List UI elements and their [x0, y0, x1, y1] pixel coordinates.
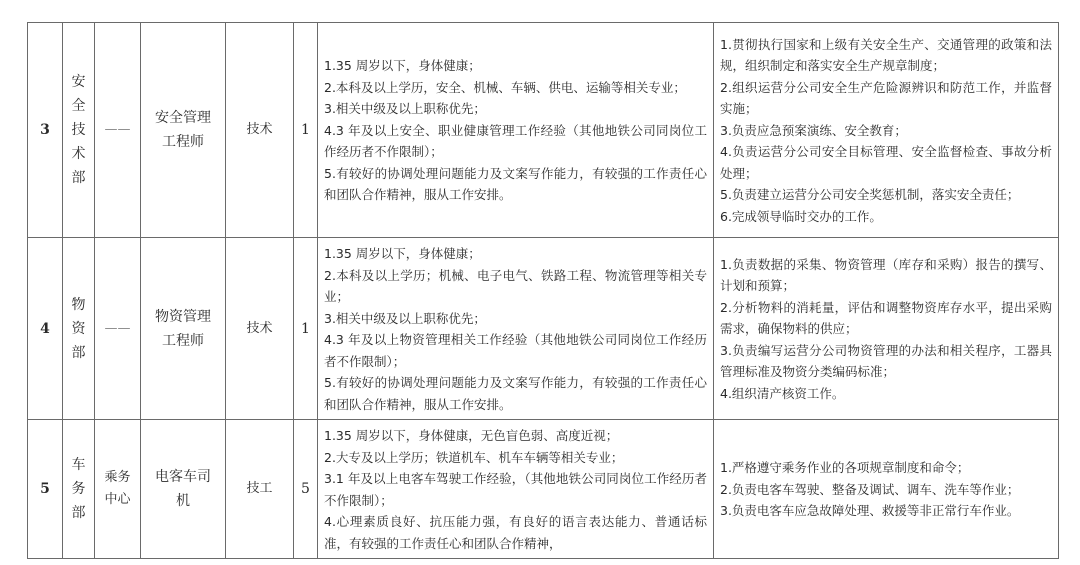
- post-name: 物资管理工程师: [155, 308, 211, 349]
- duties-list: [714, 29, 1058, 232]
- duty-item: 4.组织清产核资工作。: [720, 385, 845, 401]
- requirements-list: [318, 238, 713, 419]
- duty-item: 3.负责应急预案演练、安全教育；: [720, 122, 907, 138]
- headcount-cell: 1: [294, 238, 318, 420]
- table-row: [28, 238, 1059, 420]
- center-cell: [95, 238, 141, 420]
- center-name: ——: [104, 320, 131, 336]
- department-name: 安全技术部: [71, 74, 86, 186]
- post-name: 电客车司机: [155, 469, 211, 509]
- center-name: ——: [104, 122, 131, 137]
- requirements-cell: [318, 23, 714, 238]
- table-row: [28, 23, 1059, 238]
- requirement-item: 4.3 年及以上物资管理相关工作经验（其他地铁公司同岗位工作经历者不作限制）；: [324, 332, 707, 369]
- requirement-item: 3.相关中级及以上职称优先；: [324, 310, 486, 326]
- requirement-item: 4.心理素质良好、抗压能力强，有良好的语言表达能力、普通话标准，有较强的工作责任心和团队合作精神，: [324, 514, 707, 551]
- duties-cell: [714, 23, 1059, 238]
- duty-item: 6.完成领导临时交办的工作。: [720, 208, 882, 224]
- center-cell: [95, 23, 141, 238]
- requirement-item: 2.大专及以上学历；铁道机车、机车车辆等相关专业；: [324, 449, 624, 465]
- requirement-item: 3.相关中级及以上职称优先；: [324, 101, 486, 117]
- category-cell: 技工: [226, 420, 294, 559]
- department-cell: [63, 23, 95, 238]
- requirement-item: 4.3 年及以上安全、职业健康管理工作经验（其他地铁公司同岗位工作经历者不作限制）；: [324, 122, 707, 160]
- duty-item: 4.负责运营分公司安全目标管理、安全监督检查、事故分析处理；: [720, 144, 1052, 181]
- row-number: 3: [28, 23, 63, 238]
- duties-cell: [714, 238, 1059, 420]
- duty-item: 2.负责电客车驾驶、整备及调试、调车、洗车等作业；: [720, 481, 1020, 497]
- duties-list: [714, 452, 1058, 526]
- duties-cell: [714, 420, 1059, 559]
- requirements-cell: [318, 238, 714, 420]
- headcount-cell: 1: [294, 23, 318, 238]
- duty-item: 2.组织运营分公司安全生产危险源辨识和防范工作，并监督实施；: [720, 79, 1052, 117]
- requirement-item: 5.有较好的协调处理问题能力及文案写作能力，有较强的工作责任心和团队合作精神，服从工作安排。: [324, 375, 707, 412]
- duty-item: 5.负责建立运营分公司安全奖惩机制，落实安全责任；: [720, 187, 1020, 203]
- post-name: 安全管理工程师: [155, 110, 211, 150]
- requirement-item: 1.35 周岁以下，身体健康，无色盲色弱、高度近视；: [324, 428, 619, 443]
- row-number: 4: [28, 238, 63, 420]
- requirements-cell: [318, 420, 714, 559]
- duty-item: 1.严格遵守乘务作业的各项规章制度和命令；: [720, 460, 970, 476]
- requirements-list: [318, 420, 713, 558]
- recruitment-table: [27, 22, 1059, 559]
- center-name: 乘务中心: [104, 470, 131, 507]
- post-cell: [141, 23, 226, 238]
- department-cell: [63, 238, 95, 420]
- duties-list: [714, 249, 1058, 409]
- row-number: 5: [28, 420, 63, 559]
- requirement-item: 1.35 周岁以下，身体健康；: [324, 58, 481, 74]
- table-row: [28, 420, 1059, 559]
- department-name: 车务部: [71, 457, 86, 521]
- duty-item: 3.负责电客车应急故障处理、救援等非正常行车作业。: [720, 503, 1020, 519]
- requirement-item: 2.本科及以上学历，安全、机械、车辆、供电、运输等相关专业；: [324, 79, 686, 95]
- requirement-item: 2.本科及以上学历；机械、电子电气、铁路工程、物流管理等相关专业；: [324, 267, 707, 304]
- category-cell: 技术: [226, 238, 294, 420]
- center-cell: [95, 420, 141, 559]
- requirement-item: 3.1 年及以上电客车驾驶工作经验，（其他地铁公司同岗位工作经历者不作限制）；: [324, 471, 707, 508]
- headcount-cell: 5: [294, 420, 318, 559]
- duty-item: 3.负责编写运营分公司物资管理的办法和相关程序，工器具管理标准及物资分类编码标准；: [720, 342, 1052, 380]
- post-cell: [141, 420, 226, 559]
- requirements-list: [318, 50, 713, 210]
- department-cell: [63, 420, 95, 559]
- department-name: 物资部: [71, 296, 86, 361]
- requirement-item: 1.35 周岁以下，身体健康；: [324, 246, 481, 261]
- duty-item: 1.贯彻执行国家和上级有关安全生产、交通管理的政策和法规，组织制定和落实安全生产规章制度；: [720, 36, 1052, 74]
- requirement-item: 5.有较好的协调处理问题能力及文案写作能力，有较强的工作责任心和团队合作精神，服从工作安排。: [324, 165, 707, 203]
- duty-item: 1.负责数据的采集、物资管理（库存和采购）报告的撰写、计划和预算；: [720, 256, 1052, 294]
- duty-item: 2.分析物料的消耗量，评估和调整物资库存水平，提出采购需求，确保物料的供应；: [720, 299, 1052, 337]
- category-cell: 技术: [226, 23, 294, 238]
- post-cell: [141, 238, 226, 420]
